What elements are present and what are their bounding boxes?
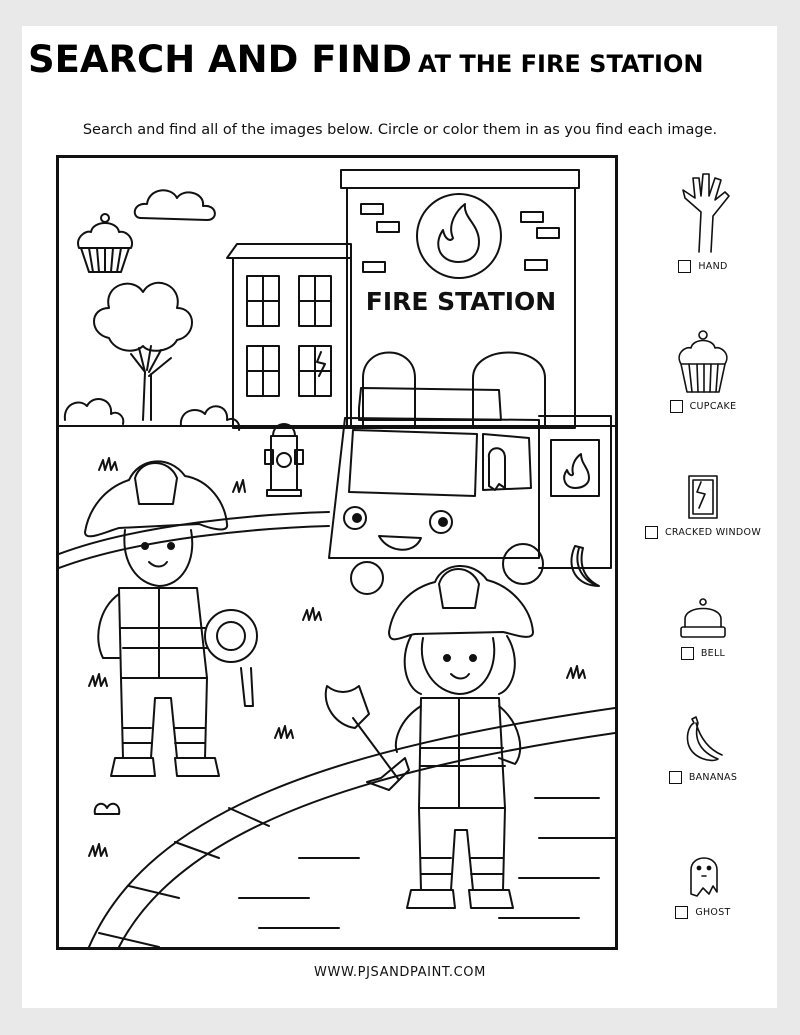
instructions-text: Search and find all of the images below. Circle or color them in as you find each image. <box>82 122 718 138</box>
hidden-cupcake <box>78 214 132 272</box>
cracked-window-label: CRACKED WINDOW <box>664 527 762 538</box>
bananas-checkbox[interactable] <box>669 771 682 784</box>
checklist-item-cracked-window[interactable] <box>628 474 778 539</box>
cloud-shape <box>135 190 215 220</box>
hand-checkbox[interactable] <box>678 260 691 273</box>
ghost-checkbox[interactable] <box>675 906 688 919</box>
checklist-item-ghost[interactable] <box>628 850 778 919</box>
bell-icon <box>677 597 729 641</box>
checklist-item-hand[interactable] <box>628 172 778 273</box>
hidden-ghost <box>489 448 505 490</box>
bell-checkbox[interactable] <box>681 647 694 660</box>
bananas-icon <box>678 715 728 765</box>
hand-icon <box>673 172 733 254</box>
website-footer: WWW.PJSANDPAINT.COM <box>314 965 486 980</box>
checklist-item-bell[interactable] <box>628 597 778 660</box>
bananas-label: BANANAS <box>688 772 738 783</box>
page-title <box>28 38 768 81</box>
title-main: SEARCH AND FIND <box>28 38 412 81</box>
cracked-window-icon <box>683 474 723 520</box>
hand-label: HAND <box>698 261 728 272</box>
cupcake-checkbox[interactable] <box>670 400 683 413</box>
cupcake-label: CUPCAKE <box>689 401 737 412</box>
ghost-icon <box>683 850 723 900</box>
fire-hydrant <box>265 424 303 496</box>
back-building <box>227 244 351 428</box>
checklist-item-cupcake[interactable] <box>628 328 778 413</box>
ghost-label: GHOST <box>695 907 731 918</box>
firefighter-girl <box>326 566 533 908</box>
bell-label: BELL <box>700 648 726 659</box>
fire-truck <box>329 388 611 594</box>
checklist-item-bananas[interactable] <box>628 715 778 784</box>
title-suffix: AT THE FIRE STATION <box>417 50 704 78</box>
search-scene[interactable] <box>56 155 618 950</box>
tree-with-hidden-hand <box>94 283 192 420</box>
cracked-window-checkbox[interactable] <box>645 526 658 539</box>
fire-station-sign: FIRE STATION <box>365 287 557 316</box>
firefighter-boy <box>85 461 257 776</box>
hidden-banana <box>571 546 599 586</box>
cupcake-icon <box>673 328 733 394</box>
